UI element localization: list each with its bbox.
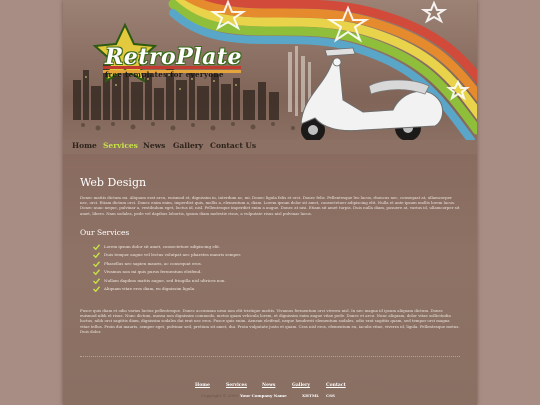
list-item: Lorem ipsum dolor sit amet, consectetuer adipiscing elit. <box>93 243 393 251</box>
footer-link-home[interactable]: Home <box>195 383 210 388</box>
list-item: Aliquam vitae eros diam, eu dignissim ligula. <box>93 285 393 293</box>
nav-item-services[interactable]: Services <box>103 141 138 150</box>
footer-company-name[interactable]: Your Company Name <box>240 393 287 398</box>
footer-link-xhtml[interactable]: XHTML <box>302 393 320 398</box>
site-logo-title[interactable]: RetroPlate <box>105 44 243 70</box>
services-list <box>93 243 393 293</box>
checkmark-icon <box>93 286 100 292</box>
page-title: Web Design <box>80 176 147 189</box>
checkmark-icon <box>93 244 100 250</box>
checkmark-icon <box>93 269 100 275</box>
nav-item-news[interactable]: News <box>143 141 166 150</box>
scooter-illustration <box>301 48 443 140</box>
footer-link-news[interactable]: News <box>262 383 276 388</box>
main-nav <box>63 140 477 154</box>
footer-link-contact[interactable]: Contact <box>326 383 346 388</box>
nav-item-gallery[interactable]: Gallery <box>173 141 204 150</box>
site-tagline: free templates for everyone <box>105 70 224 79</box>
list-item: Duis tempor augue vel lectus volutpat nec pharetra mauris semper. <box>93 251 393 259</box>
checkmark-icon <box>93 261 100 267</box>
header-banner <box>63 0 477 140</box>
footer-copyright: Copyright © 2009 <box>201 393 238 398</box>
services-heading: Our Services <box>80 228 130 237</box>
nav-item-contact-us[interactable]: Contact Us <box>210 141 257 150</box>
footer-divider <box>80 356 460 357</box>
page-container <box>63 0 477 405</box>
footer-link-gallery[interactable]: Gallery <box>292 383 311 388</box>
list-item: Vivamus non mi quis purus fermentum eleifend. <box>93 268 393 276</box>
checkmark-icon <box>93 252 100 258</box>
footer-link-services[interactable]: Services <box>226 383 247 388</box>
intro-paragraph: Donec mattis dictum mi. Aliquam erat arcu, euismod et, dignissim in, interdum ac, mi. Donec ligula felis et orci. Donec felis. Pellentesque leo lacus, rhoncus nec, consequat at, ullamcorper nec, orci. Etiam dictum orci. Donec enim enim, imperdiet quis, mollis a, elementum a, diam. Lorem ipsum dolor sit amet, consectetuer adipiscing elit. Nulla et ante ipsum mollis lorem lacus. Donec nunc neque, pulvinar a, vestibulum eget, luctus id, nisl. Pellentesque imperdiet enim a augue. Donec at nisi. Etiam sit amet turpis. Duis nulla diam, posuere at, varius id, ullamcorper sit amet, libero. Nam sodales, pede vel dapibus lobortis, ipsum diam molestie risus, a vulputate risus nisl pulvinar lacus. <box>80 195 460 216</box>
list-item: Phasellus nec sapien mauris, ac consequat eros. <box>93 260 393 268</box>
footer-link-css[interactable]: CSS <box>326 393 335 398</box>
outro-paragraph: Fusce quis diam et odio varius luctus pellentesque. Donec accumsan urna non elit tristique mattis. Vivamus fermentum orci viverra nisl. In nec magna id ipsum aliquam dictum. Donec euismod nibh et risus. Nunc dictum, massa non dignissim commodo, metus quam vehicula lorem, et dignissim enim augue vitae pede. Donec et arcu. Nunc aliquam, dolor vitae sollicitudin luctus, nibh orci sagittis diam, dignissim sodales dui erat nec eros. Fusce quis enim. Aenean eleifend, neque hendrerit elementum sodales, odio erat sagittis quam, sed tempor orci magna vitae tellus. Proin dui mauris, semper eget, pulvinar sed, pretium sit amet, dui. Proin vulputate justo et quam. Cras nisl eros, elementum eu, iaculis vitae, viverra id, ligula. Pellentesque metus. Duis dolor. <box>80 308 460 334</box>
checkmark-icon <box>93 278 100 284</box>
main-content <box>63 154 477 405</box>
nav-item-home[interactable]: Home <box>72 141 97 150</box>
list-item: Nullam dapibus mattis augue, sed fringilla nisl ultrices non. <box>93 277 393 285</box>
